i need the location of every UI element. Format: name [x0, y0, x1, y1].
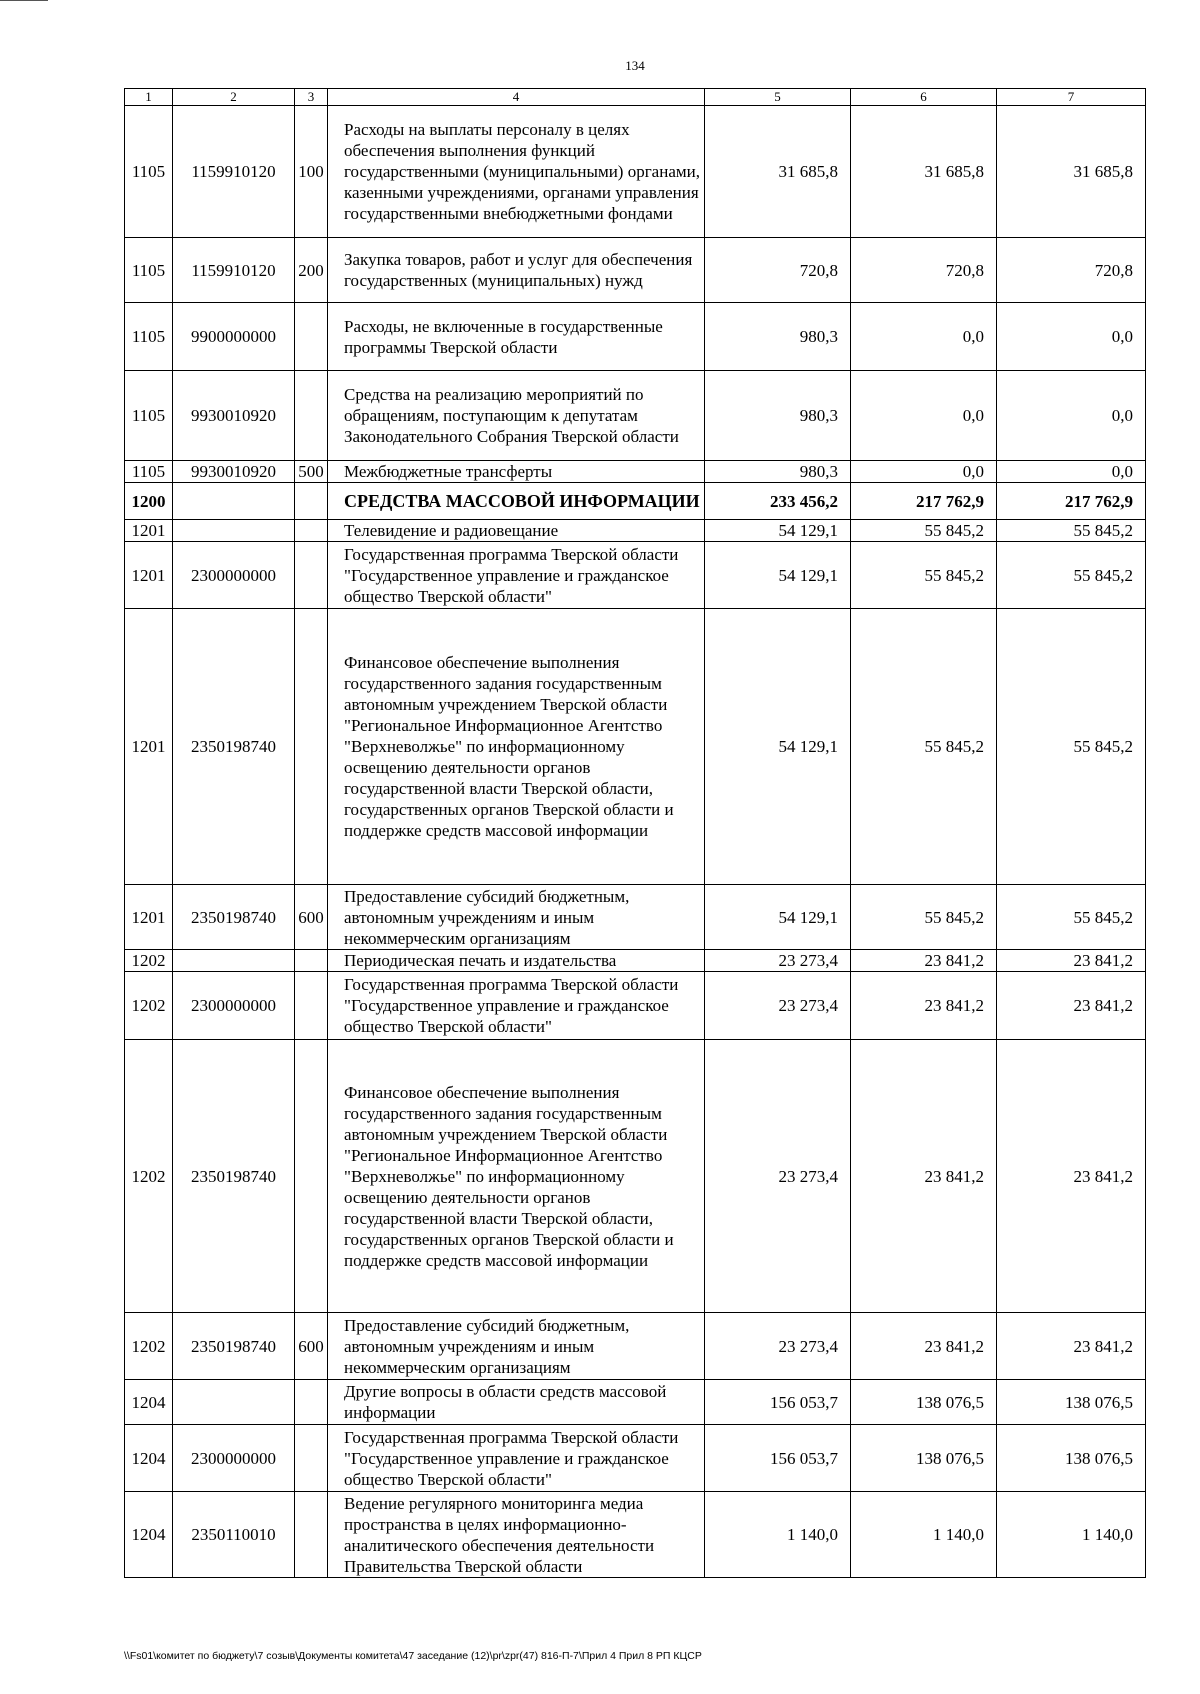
amount-col7-cell: 0,0 [997, 461, 1146, 483]
expense-type-cell [295, 1492, 328, 1578]
description-cell: Предоставление субсидий бюджетным, автономным учреждениям и иным некоммерческим организациям [328, 885, 705, 950]
amount-col6-cell: 138 076,5 [851, 1425, 997, 1492]
table-row [125, 609, 1146, 885]
table-row [125, 1040, 1146, 1313]
description-cell: Закупка товаров, работ и услуг для обеспечения государственных (муниципальных) нужд [328, 238, 705, 303]
expense-type-cell [295, 542, 328, 609]
table-row [125, 1425, 1146, 1492]
amount-col5-cell: 233 456,2 [705, 483, 851, 520]
expense-type-cell [295, 950, 328, 972]
amount-col5-cell: 23 273,4 [705, 950, 851, 972]
description-cell: Периодическая печать и издательства [328, 950, 705, 972]
expense-type-cell: 200 [295, 238, 328, 303]
target-article-cell [173, 1380, 295, 1425]
amount-col6-cell: 0,0 [851, 371, 997, 461]
amount-col7-cell: 217 762,9 [997, 483, 1146, 520]
table-row [125, 1380, 1146, 1425]
section-code-cell: 1202 [125, 1040, 173, 1313]
amount-col6-cell: 0,0 [851, 303, 997, 371]
section-code-cell: 1200 [125, 483, 173, 520]
section-code-cell: 1202 [125, 972, 173, 1040]
column-header: 5 [705, 89, 851, 106]
section-code-cell: 1201 [125, 885, 173, 950]
target-article-cell: 2350110010 [173, 1492, 295, 1578]
amount-col6-cell: 55 845,2 [851, 609, 997, 885]
amount-col5-cell: 156 053,7 [705, 1425, 851, 1492]
amount-col6-cell: 31 685,8 [851, 106, 997, 238]
section-code-cell: 1105 [125, 238, 173, 303]
table-row [125, 542, 1146, 609]
section-code-cell: 1105 [125, 303, 173, 371]
table-row [125, 303, 1146, 371]
amount-col6-cell: 23 841,2 [851, 972, 997, 1040]
expense-type-cell [295, 520, 328, 542]
amount-col6-cell: 1 140,0 [851, 1492, 997, 1578]
table-row [125, 106, 1146, 238]
description-cell: Средства на реализацию мероприятий по обращениям, поступающим к депутатам Законодательного Собрания Тверской области [328, 371, 705, 461]
section-code-cell: 1204 [125, 1380, 173, 1425]
table-row [125, 371, 1146, 461]
target-article-cell: 1159910120 [173, 238, 295, 303]
table-row [125, 1313, 1146, 1380]
amount-col5-cell: 23 273,4 [705, 1040, 851, 1313]
description-cell: Другие вопросы в области средств массовой информации [328, 1380, 705, 1425]
section-code-cell: 1202 [125, 950, 173, 972]
section-code-cell: 1202 [125, 1313, 173, 1380]
amount-col5-cell: 31 685,8 [705, 106, 851, 238]
target-article-cell: 9930010920 [173, 371, 295, 461]
amount-col5-cell: 980,3 [705, 461, 851, 483]
amount-col6-cell: 55 845,2 [851, 542, 997, 609]
amount-col6-cell: 55 845,2 [851, 520, 997, 542]
amount-col5-cell: 980,3 [705, 371, 851, 461]
table-row [125, 520, 1146, 542]
scan-corner-mark [0, 0, 48, 4]
amount-col7-cell: 23 841,2 [997, 1040, 1146, 1313]
page-number: 134 [625, 58, 645, 73]
expense-type-cell: 100 [295, 106, 328, 238]
target-article-cell: 2300000000 [173, 1425, 295, 1492]
column-header: 3 [295, 89, 328, 106]
expense-type-cell [295, 609, 328, 885]
section-code-cell: 1201 [125, 542, 173, 609]
target-article-cell: 2300000000 [173, 972, 295, 1040]
amount-col7-cell: 0,0 [997, 303, 1146, 371]
expense-type-cell [295, 371, 328, 461]
description-cell: СРЕДСТВА МАССОВОЙ ИНФОРМАЦИИ [328, 483, 705, 520]
expense-type-cell [295, 483, 328, 520]
amount-col6-cell: 23 841,2 [851, 1040, 997, 1313]
amount-col7-cell: 138 076,5 [997, 1380, 1146, 1425]
column-header: 7 [997, 89, 1146, 106]
expense-type-cell [295, 1040, 328, 1313]
amount-col7-cell: 720,8 [997, 238, 1146, 303]
amount-col7-cell: 1 140,0 [997, 1492, 1146, 1578]
amount-col7-cell: 23 841,2 [997, 950, 1146, 972]
description-cell: Финансовое обеспечение выполнения государственного задания государственным автономным учреждением Тверской области "Региональное Информационное Агентство "Верхневолжье" по информационному освещению деятельности органов государственной власти Тверской области, государственных органов Тверской области и поддержке средств массовой информации [328, 1040, 705, 1313]
description-cell: Расходы, не включенные в государственные программы Тверской области [328, 303, 705, 371]
amount-col5-cell: 54 129,1 [705, 542, 851, 609]
amount-col5-cell: 54 129,1 [705, 520, 851, 542]
amount-col7-cell: 23 841,2 [997, 972, 1146, 1040]
amount-col6-cell: 720,8 [851, 238, 997, 303]
amount-col5-cell: 156 053,7 [705, 1380, 851, 1425]
amount-col5-cell: 54 129,1 [705, 609, 851, 885]
target-article-cell: 2350198740 [173, 609, 295, 885]
amount-col5-cell: 23 273,4 [705, 1313, 851, 1380]
target-article-cell: 9930010920 [173, 461, 295, 483]
table-row [125, 885, 1146, 950]
amount-col7-cell: 55 845,2 [997, 885, 1146, 950]
amount-col7-cell: 0,0 [997, 371, 1146, 461]
expense-type-cell: 600 [295, 1313, 328, 1380]
target-article-cell: 9900000000 [173, 303, 295, 371]
description-cell: Государственная программа Тверской области "Государственное управление и гражданское общество Тверской области" [328, 542, 705, 609]
column-header: 1 [125, 89, 173, 106]
target-article-cell: 2300000000 [173, 542, 295, 609]
target-article-cell [173, 483, 295, 520]
footer-file-path: \\Fs01\комитет по бюджету\7 созыв\Документы комитета\47 заседание (12)\pr\zpr(47) 816-П-7\Прил 4 Прил 8 РП КЦСР [124, 1650, 702, 1662]
amount-col6-cell: 23 841,2 [851, 1313, 997, 1380]
description-cell: Расходы на выплаты персоналу в целях обеспечения выполнения функций государственными (муниципальными) органами, казенными учреждениями, органами управления государственными внебюджетными фондами [328, 106, 705, 238]
description-cell: Государственная программа Тверской области "Государственное управление и гражданское общество Тверской области" [328, 972, 705, 1040]
budget-table [124, 88, 1146, 1578]
amount-col5-cell: 54 129,1 [705, 885, 851, 950]
amount-col5-cell: 720,8 [705, 238, 851, 303]
amount-col6-cell: 55 845,2 [851, 885, 997, 950]
section-code-cell: 1204 [125, 1425, 173, 1492]
amount-col7-cell: 138 076,5 [997, 1425, 1146, 1492]
target-article-cell [173, 950, 295, 972]
table-row [125, 461, 1146, 483]
target-article-cell: 2350198740 [173, 885, 295, 950]
section-code-cell: 1105 [125, 371, 173, 461]
amount-col6-cell: 0,0 [851, 461, 997, 483]
target-article-cell [173, 520, 295, 542]
amount-col6-cell: 217 762,9 [851, 483, 997, 520]
target-article-cell: 1159910120 [173, 106, 295, 238]
table-row [125, 1492, 1146, 1578]
description-cell: Финансовое обеспечение выполнения государственного задания государственным автономным учреждением Тверской области "Региональное Информационное Агентство "Верхневолжье" по информационному освещению деятельности органов государственной власти Тверской области, государственных органов Тверской области и поддержке средств массовой информации [328, 609, 705, 885]
expense-type-cell [295, 1380, 328, 1425]
amount-col5-cell: 23 273,4 [705, 972, 851, 1040]
amount-col6-cell: 138 076,5 [851, 1380, 997, 1425]
table-row [125, 950, 1146, 972]
description-cell: Межбюджетные трансферты [328, 461, 705, 483]
amount-col5-cell: 1 140,0 [705, 1492, 851, 1578]
table-row [125, 238, 1146, 303]
expense-type-cell [295, 972, 328, 1040]
amount-col7-cell: 31 685,8 [997, 106, 1146, 238]
amount-col7-cell: 55 845,2 [997, 609, 1146, 885]
amount-col6-cell: 23 841,2 [851, 950, 997, 972]
section-code-cell: 1105 [125, 106, 173, 238]
table-header-row [125, 89, 1146, 106]
expense-type-cell: 500 [295, 461, 328, 483]
description-cell: Государственная программа Тверской области "Государственное управление и гражданское общество Тверской области" [328, 1425, 705, 1492]
amount-col5-cell: 980,3 [705, 303, 851, 371]
expense-type-cell [295, 1425, 328, 1492]
column-header: 4 [328, 89, 705, 106]
expense-type-cell [295, 303, 328, 371]
target-article-cell: 2350198740 [173, 1313, 295, 1380]
section-code-cell: 1204 [125, 1492, 173, 1578]
description-cell: Ведение регулярного мониторинга медиа пространства в целях информационно-аналитического обеспечения деятельности Правительства Тверской области [328, 1492, 705, 1578]
description-cell: Телевидение и радиовещание [328, 520, 705, 542]
section-code-cell: 1201 [125, 609, 173, 885]
amount-col7-cell: 55 845,2 [997, 542, 1146, 609]
table-row [125, 972, 1146, 1040]
column-header: 2 [173, 89, 295, 106]
amount-col7-cell: 23 841,2 [997, 1313, 1146, 1380]
target-article-cell: 2350198740 [173, 1040, 295, 1313]
expense-type-cell: 600 [295, 885, 328, 950]
column-header: 6 [851, 89, 997, 106]
amount-col7-cell: 55 845,2 [997, 520, 1146, 542]
description-cell: Предоставление субсидий бюджетным, автономным учреждениям и иным некоммерческим организациям [328, 1313, 705, 1380]
section-code-cell: 1201 [125, 520, 173, 542]
table-row [125, 483, 1146, 520]
section-code-cell: 1105 [125, 461, 173, 483]
